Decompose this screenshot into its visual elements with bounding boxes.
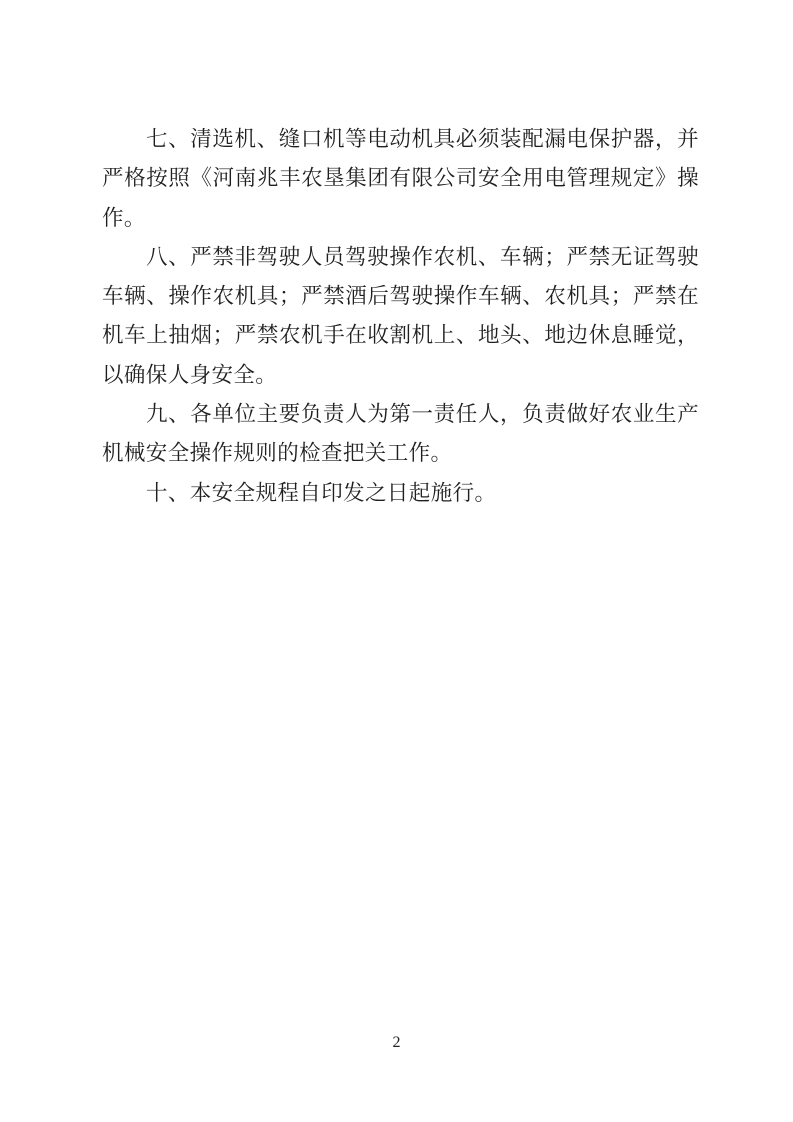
- page-number: 2: [392, 1034, 401, 1051]
- paragraph-item-8: 八、严禁非驾驶人员驾驶操作农机、车辆；严禁无证驾驶车辆、操作农机具；严禁酒后驾驶操作车辆、农机具；严禁在机车上抽烟；严禁农机手在收割机上、地头、地边休息睡觉，以确保人身安全。: [102, 244, 699, 387]
- paragraph-item-7: 七、清选机、缝口机等电动机具必须装配漏电保护器，并严格按照《河南兆丰农垦集团有限公司安全用电管理规定》操作。: [102, 127, 699, 230]
- paragraph-item-9: 九、各单位主要负责人为第一责任人，负责做好农业生产机械安全操作规则的检查把关工作。: [102, 402, 699, 466]
- paragraph-item-10: 十、本安全规程自印发之日起施行。: [146, 480, 497, 505]
- document-body: [102, 120, 699, 513]
